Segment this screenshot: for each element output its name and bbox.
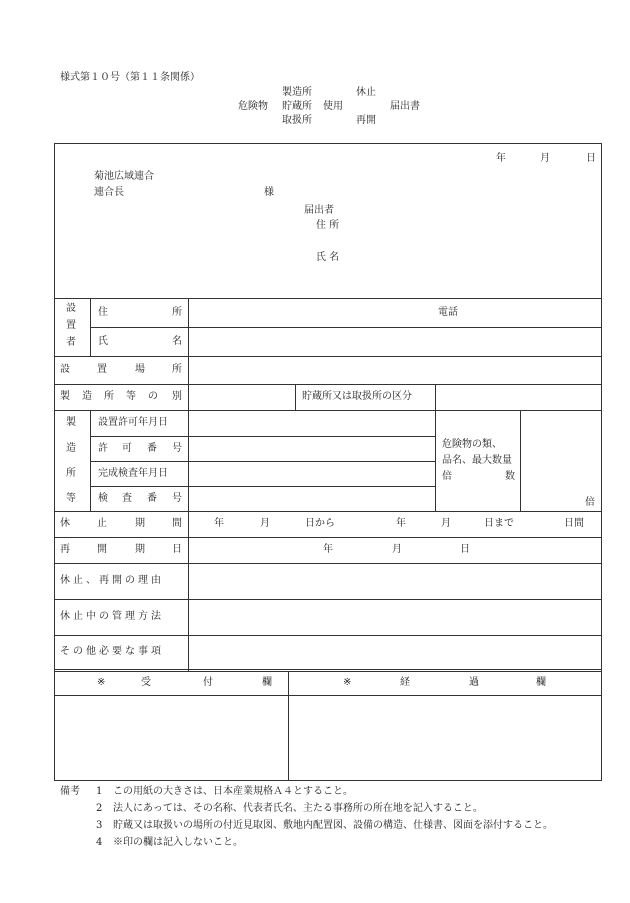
date-month: 月 — [540, 153, 550, 164]
notifier-name: 氏 名 — [316, 252, 340, 263]
location-label-1: 設 — [60, 364, 70, 375]
note-1-num: 1 — [96, 786, 103, 797]
notifier-address: 住 所 — [316, 220, 340, 231]
category-label-2: 造 — [82, 391, 92, 402]
col-line — [520, 410, 521, 511]
suspension-label-3: 期 — [135, 518, 145, 529]
category-label-4: 等 — [126, 391, 136, 402]
hazmat-label-line2: 品名、最大数量 — [442, 455, 512, 466]
note-4-num: 4 — [96, 837, 103, 848]
row-line — [54, 671, 602, 672]
suspension-month-start: 月 — [260, 518, 270, 529]
permit-number-4: 号 — [172, 443, 182, 454]
resume-label-2: 開 — [97, 544, 107, 555]
row-line — [90, 327, 602, 328]
row-line — [90, 486, 435, 487]
management-label: 休止中の管理方法 — [60, 611, 164, 622]
recipient-org: 菊池広域連合 — [94, 171, 154, 182]
address-label-1: 住 — [98, 307, 108, 318]
suspension-label-1: 休 — [60, 518, 70, 529]
hazmat-label-line1: 危険物の類、 — [442, 439, 502, 450]
resume-day: 日 — [460, 544, 470, 555]
inspection-number-3: 番 — [147, 493, 157, 504]
row-line — [54, 537, 602, 538]
suspension-day-end: 日まで — [484, 518, 514, 529]
suspension-label-2: 止 — [97, 518, 107, 529]
progress-mark: ※ — [343, 677, 352, 688]
hazmat-label-tail: 数 — [505, 471, 515, 482]
category-label-1: 製 — [60, 391, 70, 402]
recipient-honorific: 様 — [264, 187, 274, 198]
reception-mark: ※ — [97, 677, 106, 688]
row-line — [54, 511, 602, 512]
heading-option-storage: 貯蔵所 — [282, 101, 312, 112]
col-line — [90, 298, 91, 356]
col-line — [435, 384, 436, 511]
col-line — [288, 671, 289, 781]
note-4-text: ※印の欄は記入しないこと。 — [113, 837, 243, 848]
heading-option-resume: 再開 — [356, 115, 376, 126]
row-line — [90, 461, 435, 462]
permit-number-3: 番 — [147, 443, 157, 454]
progress-char-2: 過 — [469, 677, 479, 688]
note-3-num: 3 — [96, 820, 103, 831]
heading-option-manufacture: 製造所 — [282, 87, 312, 98]
note-3-text: 貯蔵又は取扱いの場所の付近見取図、敷地内配置図、設備の構造、仕様書、図面を添付すること。 — [113, 820, 553, 831]
permit-number-2: 可 — [122, 443, 132, 454]
heading-option-use: 使用 — [323, 101, 343, 112]
notifier-label: 届出者 — [304, 205, 334, 216]
col-line — [90, 410, 91, 511]
row-line — [54, 298, 602, 299]
row-line — [54, 599, 602, 600]
suspension-year-start: 年 — [214, 518, 224, 529]
installer-char-1: 設 — [66, 303, 76, 314]
row-line — [54, 669, 602, 670]
category-label-5: の — [148, 391, 158, 402]
suspension-label-4: 間 — [172, 518, 182, 529]
facility-char-4: 等 — [66, 493, 76, 504]
location-label-3: 場 — [135, 364, 145, 375]
suspension-year-end: 年 — [396, 518, 406, 529]
facility-char-1: 製 — [66, 417, 76, 428]
phone-label: 電話 — [438, 307, 458, 318]
reception-char-1: 受 — [141, 677, 151, 688]
col-line — [295, 384, 296, 410]
reason-label: 休止、再開の理由 — [60, 575, 164, 586]
heading-option-handling: 取扱所 — [282, 115, 312, 126]
row-line — [54, 563, 602, 564]
inspection-number-4: 号 — [172, 493, 182, 504]
recipient-title: 連合長 — [94, 187, 124, 198]
reception-char-2: 付 — [203, 677, 213, 688]
row-line — [54, 356, 602, 357]
resume-year: 年 — [323, 544, 333, 555]
progress-char-1: 経 — [400, 677, 410, 688]
date-day: 日 — [586, 153, 596, 164]
date-year: 年 — [496, 153, 506, 164]
heading-option-suspend: 休止 — [356, 87, 376, 98]
form-number: 様式第１０号（第１１条関係） — [60, 72, 200, 83]
resume-label-4: 日 — [172, 544, 182, 555]
inspection-number-1: 検 — [98, 493, 108, 504]
installer-char-2: 置 — [66, 320, 76, 331]
heading-notification: 届出書 — [390, 101, 420, 112]
reception-char-3: 欄 — [262, 677, 272, 688]
note-2-num: 2 — [96, 803, 103, 814]
permit-date-label: 設置許可年月日 — [98, 417, 168, 428]
resume-label-3: 期 — [135, 544, 145, 555]
progress-char-3: 欄 — [536, 677, 546, 688]
multiple-unit: 倍 — [585, 497, 595, 508]
notes-label: 備考 — [60, 786, 80, 797]
suspension-month-end: 月 — [441, 518, 451, 529]
category-label-6: 別 — [172, 391, 182, 402]
suspension-days: 日間 — [564, 518, 584, 529]
facility-char-3: 所 — [66, 468, 76, 479]
address-label-2: 所 — [172, 307, 182, 318]
location-label-4: 所 — [172, 364, 182, 375]
resume-label-1: 再 — [60, 544, 70, 555]
other-label: その他必要な事項 — [60, 646, 164, 657]
row-line — [54, 695, 602, 696]
name-label-2: 名 — [172, 336, 182, 347]
facility-char-2: 造 — [66, 443, 76, 454]
suspension-day-start: 日から — [305, 518, 335, 529]
hazmat-label-line3: 倍 — [442, 471, 452, 482]
col-line — [188, 298, 189, 671]
installer-char-3: 者 — [66, 337, 76, 348]
storage-category-label: 貯蔵所又は取扱所の区分 — [302, 391, 412, 402]
heading-hazmat: 危険物 — [238, 101, 268, 112]
note-2-text: 法人にあっては、その名称、代表者氏名、主たる事務所の所在地を記入すること。 — [113, 803, 483, 814]
completion-date-label: 完成検査年月日 — [98, 468, 168, 479]
permit-number-1: 許 — [98, 443, 108, 454]
resume-month: 月 — [392, 544, 402, 555]
name-label-1: 氏 — [98, 336, 108, 347]
row-line — [54, 635, 602, 636]
row-line — [90, 436, 435, 437]
inspection-number-2: 査 — [122, 493, 132, 504]
note-1-text: この用紙の大きさは、日本産業規格Ａ４とすること。 — [113, 786, 353, 797]
category-label-3: 所 — [104, 391, 114, 402]
row-line — [54, 384, 602, 385]
location-label-2: 置 — [97, 364, 107, 375]
